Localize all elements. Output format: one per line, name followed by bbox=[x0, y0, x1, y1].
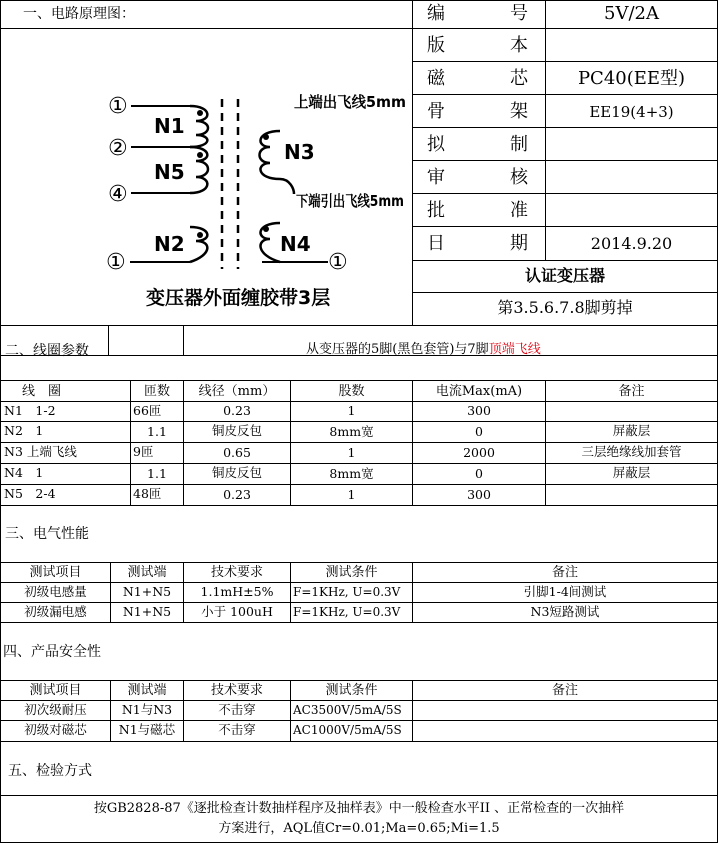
info-key-5b: 制 bbox=[510, 134, 528, 155]
winding-n2-label: N2 bbox=[154, 232, 185, 256]
section-title-coil: 二、线圈参数 bbox=[5, 343, 89, 359]
safety-header-remark: 备注 bbox=[551, 683, 578, 698]
safety-row-2-item: 初级对磁芯 bbox=[24, 722, 87, 737]
coil-row-3-turns: 9匝 bbox=[133, 444, 154, 459]
coil-row-2-wire: 铜皮反包 bbox=[211, 423, 262, 438]
coil-header-strands: 股数 bbox=[338, 384, 365, 399]
coil-header-current: 电流Max(mA) bbox=[435, 384, 523, 399]
transformer-schematic bbox=[0, 29, 412, 325]
coil-row-2-winding: N2 1 bbox=[4, 423, 44, 438]
info-key-8a: 日 bbox=[427, 233, 445, 254]
info-value-number: 5V/2A bbox=[604, 3, 659, 24]
elec-header-item: 测试项目 bbox=[29, 565, 82, 580]
pins-cut-note: 第3.5.6.7.8脚剪掉 bbox=[497, 298, 633, 317]
elec-row-2-item: 初级漏电感 bbox=[24, 604, 87, 619]
coil-row-5-current: 300 bbox=[467, 487, 491, 502]
winding-n5-label: N5 bbox=[154, 160, 185, 184]
info-key-2b: 本 bbox=[510, 35, 528, 56]
elec-header-condition: 测试条件 bbox=[325, 565, 378, 580]
safety-header-terminal: 测试端 bbox=[127, 683, 167, 698]
coil-row-5-turns: 48匝 bbox=[133, 486, 162, 501]
coil-row-4-turns: 1.1 bbox=[147, 466, 167, 481]
safety-row-2-requirement: 不击穿 bbox=[218, 722, 256, 737]
safety-row-1-item: 初次级耐压 bbox=[24, 702, 87, 717]
elec-row-1-terminal: N1+N5 bbox=[122, 584, 172, 599]
info-key-3a: 磁 bbox=[427, 68, 445, 89]
elec-header-remark: 备注 bbox=[551, 565, 578, 580]
top-fly-lead-note: 上端出飞线5mm bbox=[294, 93, 406, 111]
info-key-4b: 架 bbox=[510, 101, 528, 122]
coil-row-4-strands: 8mm宽 bbox=[329, 466, 374, 481]
info-key-6b: 核 bbox=[510, 167, 528, 188]
safety-row-2-terminal: N1与磁芯 bbox=[118, 722, 176, 737]
fly-lead-note-highlight: 顶端飞线 bbox=[488, 342, 541, 357]
info-value-date: 2014.9.20 bbox=[590, 234, 673, 253]
primary-windings bbox=[190, 106, 208, 262]
fly-lead-note bbox=[306, 343, 541, 356]
info-key-2a: 版 bbox=[427, 35, 445, 56]
coil-row-4-current: 0 bbox=[475, 466, 483, 481]
info-value-core: PC40(EE型) bbox=[577, 68, 686, 89]
coil-row-4-wire: 铜皮反包 bbox=[211, 465, 262, 480]
coil-row-2-strands: 8mm宽 bbox=[329, 424, 374, 439]
safety-row-1-terminal: N1与N3 bbox=[121, 702, 173, 717]
section-title-safety: 四、产品安全性 bbox=[3, 644, 101, 660]
coil-row-2-remark: 屏蔽层 bbox=[612, 423, 651, 438]
coil-header-wire: 线径（mm） bbox=[198, 384, 276, 399]
elec-row-2-terminal: N1+N5 bbox=[122, 604, 172, 619]
coil-header-remark: 备注 bbox=[618, 384, 645, 399]
safety-header-item: 测试项目 bbox=[29, 683, 82, 698]
coil-header-winding: 线 圈 bbox=[22, 384, 62, 399]
coil-row-3-current: 2000 bbox=[463, 445, 495, 460]
coil-row-3-wire: 0.65 bbox=[223, 445, 251, 460]
fly-lead-note-main: 从变压器的5脚(黑色套管)与7脚 bbox=[306, 342, 489, 357]
info-key-1a: 编 bbox=[427, 3, 445, 24]
elec-header-requirement: 技术要求 bbox=[210, 565, 263, 580]
coil-row-4-remark: 屏蔽层 bbox=[612, 465, 651, 480]
coil-row-3-strands: 1 bbox=[347, 445, 356, 460]
safety-header-condition: 测试条件 bbox=[325, 683, 378, 698]
coil-row-4-winding: N4 1 bbox=[4, 465, 44, 480]
section-title-inspection: 五、检验方式 bbox=[8, 763, 92, 779]
safety-row-1-condition: AC3500V/5mA/5S bbox=[293, 703, 402, 717]
coil-row-5-winding: N5 2-4 bbox=[4, 486, 56, 501]
elec-row-1-remark: 引脚1-4间测试 bbox=[523, 584, 607, 599]
inspection-line-2: 方案进行，AQL值Cr=0.01;Ma=0.65;Mi=1.5 bbox=[218, 821, 500, 836]
safety-header-requirement: 技术要求 bbox=[210, 683, 263, 698]
winding-n4-label: N4 bbox=[280, 232, 311, 256]
pin-2-label: ② bbox=[108, 136, 128, 161]
pin-1-bottom-left-label: ① bbox=[106, 250, 126, 275]
elec-row-2-requirement: 小于 100uH bbox=[201, 604, 273, 619]
coil-row-1-winding: N1 1-2 bbox=[4, 403, 56, 418]
info-key-5a: 拟 bbox=[427, 134, 445, 155]
elec-row-1-condition: F=1KHz, U=0.3V bbox=[293, 585, 401, 599]
pin-1-label: ① bbox=[108, 94, 128, 119]
info-key-6a: 审 bbox=[427, 167, 445, 188]
safety-row-1-requirement: 不击穿 bbox=[218, 702, 256, 717]
info-value-bobbin: EE19(4+3) bbox=[589, 103, 674, 121]
elec-row-2-condition: F=1KHz, U=0.3V bbox=[293, 605, 401, 619]
info-key-3b: 芯 bbox=[510, 68, 528, 89]
pin-4-label: ④ bbox=[108, 182, 128, 207]
elec-row-1-requirement: 1.1mH±5% bbox=[200, 584, 274, 599]
pin-markers bbox=[106, 94, 348, 275]
coil-row-3-winding: N3 上端飞线 bbox=[4, 444, 77, 459]
coil-row-1-turns: 66匝 bbox=[133, 403, 162, 418]
section-title-circuit: 一、电路原理图： bbox=[23, 6, 135, 22]
winding-n3-label: N3 bbox=[284, 140, 315, 164]
coil-row-1-current: 300 bbox=[467, 403, 491, 418]
safety-row-2-condition: AC1000V/5mA/5S bbox=[293, 723, 402, 737]
coil-row-1-wire: 0.23 bbox=[223, 403, 251, 418]
coil-row-1-strands: 1 bbox=[347, 403, 356, 418]
elec-header-terminal: 测试端 bbox=[127, 565, 167, 580]
coil-header-turns: 匝数 bbox=[143, 384, 170, 399]
winding-n1-label: N1 bbox=[154, 114, 185, 138]
section-title-electrical: 三、电气性能 bbox=[5, 526, 89, 542]
bottom-fly-lead-note: 下端引出飞线5mm bbox=[296, 192, 404, 210]
coil-row-2-current: 0 bbox=[475, 424, 483, 439]
elec-row-1-item: 初级电感量 bbox=[24, 584, 87, 599]
elec-row-2-remark: N3短路测试 bbox=[530, 604, 600, 619]
coil-row-5-wire: 0.23 bbox=[223, 487, 251, 502]
info-key-1b: 号 bbox=[510, 3, 528, 24]
info-key-7b: 准 bbox=[510, 200, 528, 221]
certified-transformer-label: 认证变压器 bbox=[524, 266, 605, 285]
inspection-line-1: 按GB2828-87《逐批检查计数抽样程序及抽样表》中一般检查水平II 、正常检查的一次抽样 bbox=[93, 801, 625, 816]
coil-row-5-strands: 1 bbox=[347, 487, 356, 502]
info-key-8b: 期 bbox=[510, 233, 528, 254]
coil-row-3-remark: 三层绝缘线加套管 bbox=[581, 444, 682, 459]
info-key-4a: 骨 bbox=[427, 101, 445, 122]
pin-1-bottom-right-label: ① bbox=[328, 250, 348, 275]
coil-row-2-turns: 1.1 bbox=[147, 424, 167, 439]
info-key-7a: 批 bbox=[427, 200, 445, 221]
tape-note: 变压器外面缠胶带3层 bbox=[146, 287, 331, 309]
